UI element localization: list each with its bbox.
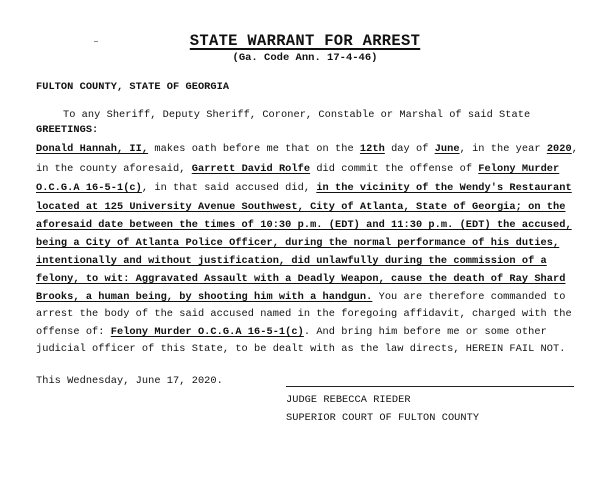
- body-line-10: arrest the body of the said accused named in the foregoing affidavit, charged with the: [36, 308, 572, 320]
- judge-name: JUDGE REBECCA RIEDER: [286, 394, 411, 406]
- body-line-7: intentionally and without justification, did unlawfully during the commission of a: [36, 255, 547, 267]
- body-text: , in that said accused did,: [141, 182, 317, 194]
- county-heading: FULTON COUNTY, STATE OF GEORGIA: [36, 81, 230, 93]
- court-name: SUPERIOR COURT OF FULTON COUNTY: [286, 412, 480, 424]
- date-line: This Wednesday, June 17, 2020.: [36, 375, 223, 387]
- body-line-9: [36, 291, 565, 303]
- offense-day: 12th: [359, 143, 385, 155]
- statute-citation: (Ga. Code Ann. 17-4-46): [232, 52, 378, 64]
- offense-detail: Brooks, a human being, by shooting him with a handgun.: [36, 291, 373, 303]
- statute-ref: O.C.G.A 16-5-1(c): [36, 182, 142, 194]
- accused-name: Garrett David Rolfe: [191, 163, 311, 175]
- body-text: makes oath before me that on the: [148, 143, 360, 155]
- body-line-4: located at 125 University Avenue Southwest, City of Atlanta, State of Georgia; on the: [36, 201, 566, 213]
- body-text: You are therefore commanded to: [372, 291, 566, 303]
- body-text: offense of:: [36, 326, 111, 338]
- offense-detail: in the vicinity of the Wendy's Restaurant: [316, 182, 572, 194]
- offense-name: Felony Murder: [478, 163, 560, 175]
- body-line-5: aforesaid date between the times of 10:30 p.m. (EDT) and 11:30 p.m. (EDT) the accused,: [36, 219, 572, 231]
- offense-year: 2020: [546, 143, 572, 155]
- body-text: in the county aforesaid,: [36, 163, 192, 175]
- affiant-name: Donald Hannah, II,: [36, 143, 149, 155]
- body-line-12: judicial officer of this State, to be dealt with as the law directs, HEREIN FAIL NOT.: [36, 343, 566, 355]
- greetings-label: GREETINGS:: [36, 124, 99, 136]
- body-text: day of: [384, 143, 435, 155]
- body-text: did commit the offense of: [310, 163, 479, 175]
- charged-offense: Felony Murder O.C.G.A 16-5-1(c): [110, 326, 304, 338]
- body-line-8: felony, to wit: Aggravated Assault with a Deadly Weapon, cause the death of Ray Shard: [36, 273, 566, 285]
- signature-line: [286, 386, 574, 387]
- body-line-2: [36, 163, 559, 175]
- offense-month: June: [434, 143, 460, 155]
- body-line-6: being a City of Atlanta Police Officer, during the normal performance of his duties,: [36, 237, 560, 249]
- body-text: ,: [571, 143, 578, 155]
- body-line-3: [36, 182, 572, 194]
- body-line-1: [36, 143, 578, 155]
- body-text: , in the year: [459, 143, 547, 155]
- document-title: STATE WARRANT FOR ARREST: [189, 32, 421, 50]
- salutation-line: To any Sheriff, Deputy Sheriff, Coroner, Constable or Marshal of said State: [63, 109, 531, 121]
- body-text: . And bring him before me or some other: [303, 326, 547, 338]
- body-line-11: [36, 326, 547, 338]
